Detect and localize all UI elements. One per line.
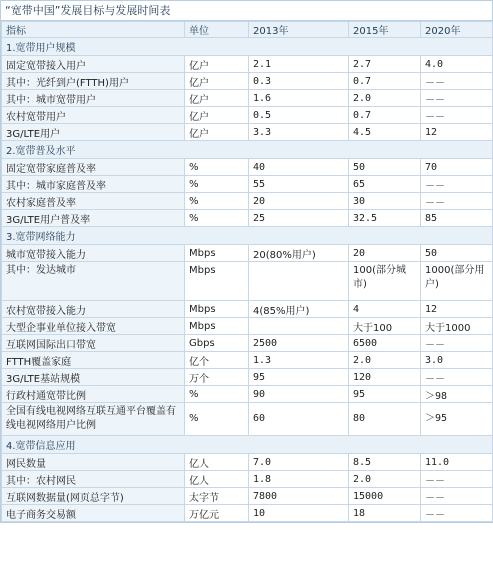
- cell-2013: 0.5: [249, 107, 349, 124]
- cell-2020: 大于1000: [421, 318, 493, 335]
- cell-indicator: 固定宽带家庭普及率: [2, 159, 185, 176]
- cell-2020: －－: [421, 193, 493, 210]
- cell-indicator: 其中：农村网民: [2, 471, 185, 488]
- cell-2015: 2.0: [349, 352, 421, 369]
- cell-2013: 2.1: [249, 56, 349, 73]
- cell-2015: 2.7: [349, 56, 421, 73]
- cell-2020: 50: [421, 245, 493, 262]
- header-2015: 2015年: [349, 22, 421, 38]
- cell-2013: [249, 318, 349, 335]
- cell-indicator: 其中：光纤到户(FTTH)用户: [2, 73, 185, 90]
- cell-unit: 亿个: [185, 352, 249, 369]
- cell-2013: 40: [249, 159, 349, 176]
- cell-2020: －－: [421, 176, 493, 193]
- table-row: [2, 318, 493, 335]
- cell-2020: 1000(部分用户): [421, 262, 493, 301]
- cell-indicator: 3G/LTE用户普及率: [2, 210, 185, 227]
- cell-2013: 1.3: [249, 352, 349, 369]
- cell-2020: 11.0: [421, 454, 493, 471]
- cell-2020: －－: [421, 369, 493, 386]
- cell-2013: 3.3: [249, 124, 349, 141]
- cell-unit: %: [185, 403, 249, 436]
- section-title: 1.宽带用户规模: [2, 38, 493, 56]
- header-indicator: 指标: [2, 22, 185, 38]
- table-body: [2, 22, 493, 522]
- table-row: [2, 488, 493, 505]
- cell-2020: －－: [421, 90, 493, 107]
- cell-indicator: 互联网数据量(网页总字节): [2, 488, 185, 505]
- cell-unit: 万亿元: [185, 505, 249, 522]
- cell-2013: 7800: [249, 488, 349, 505]
- table-row: [2, 124, 493, 141]
- cell-unit: %: [185, 193, 249, 210]
- cell-2015: 65: [349, 176, 421, 193]
- section-header-row: [2, 436, 493, 454]
- header-unit: 单位: [185, 22, 249, 38]
- cell-2020: －－: [421, 471, 493, 488]
- cell-2015: 80: [349, 403, 421, 436]
- cell-2015: 大于100: [349, 318, 421, 335]
- table-row: [2, 56, 493, 73]
- cell-unit: Mbps: [185, 301, 249, 318]
- cell-2015: 6500: [349, 335, 421, 352]
- table-row: [2, 90, 493, 107]
- table-title: “宽带中国”发展目标与发展时间表: [1, 1, 492, 21]
- cell-unit: %: [185, 176, 249, 193]
- cell-2015: 4: [349, 301, 421, 318]
- table-row: [2, 107, 493, 124]
- cell-unit: %: [185, 386, 249, 403]
- table-row: [2, 193, 493, 210]
- section-title: 2.宽带普及水平: [2, 141, 493, 159]
- cell-2020: ＞95: [421, 403, 493, 436]
- cell-2015: 18: [349, 505, 421, 522]
- cell-2015: 20: [349, 245, 421, 262]
- cell-2020: 12: [421, 124, 493, 141]
- cell-indicator: FTTH覆盖家庭: [2, 352, 185, 369]
- cell-2015: 95: [349, 386, 421, 403]
- cell-2020: 4.0: [421, 56, 493, 73]
- cell-unit: 太字节: [185, 488, 249, 505]
- cell-2013: 20: [249, 193, 349, 210]
- cell-unit: 亿人: [185, 471, 249, 488]
- cell-indicator: 大型企事业单位接入带宽: [2, 318, 185, 335]
- cell-2013: 1.6: [249, 90, 349, 107]
- cell-indicator: 行政村通宽带比例: [2, 386, 185, 403]
- cell-2013: 60: [249, 403, 349, 436]
- table-row: [2, 159, 493, 176]
- table-row: [2, 210, 493, 227]
- cell-2015: 100(部分城市): [349, 262, 421, 301]
- cell-unit: 亿户: [185, 90, 249, 107]
- cell-2015: 4.5: [349, 124, 421, 141]
- cell-2015: 0.7: [349, 73, 421, 90]
- cell-2020: 70: [421, 159, 493, 176]
- section-title: 3.宽带网络能力: [2, 227, 493, 245]
- cell-indicator: 城市宽带接入能力: [2, 245, 185, 262]
- cell-indicator: 互联网国际出口带宽: [2, 335, 185, 352]
- cell-unit: %: [185, 159, 249, 176]
- table-row: [2, 245, 493, 262]
- cell-2013: 0.3: [249, 73, 349, 90]
- cell-2020: －－: [421, 505, 493, 522]
- cell-2015: 50: [349, 159, 421, 176]
- broadband-targets-table: [1, 21, 493, 522]
- cell-2020: －－: [421, 488, 493, 505]
- cell-2020: －－: [421, 335, 493, 352]
- cell-indicator: 其中：城市家庭普及率: [2, 176, 185, 193]
- cell-2020: 3.0: [421, 352, 493, 369]
- cell-indicator: 电子商务交易额: [2, 505, 185, 522]
- cell-2015: 8.5: [349, 454, 421, 471]
- table-row: [2, 369, 493, 386]
- cell-indicator: 农村宽带接入能力: [2, 301, 185, 318]
- table-row: [2, 471, 493, 488]
- cell-indicator: 3G/LTE基站规模: [2, 369, 185, 386]
- cell-unit: Gbps: [185, 335, 249, 352]
- cell-2015: 120: [349, 369, 421, 386]
- cell-2013: 10: [249, 505, 349, 522]
- cell-2015: 15000: [349, 488, 421, 505]
- cell-indicator: 3G/LTE用户: [2, 124, 185, 141]
- cell-2015: 2.0: [349, 90, 421, 107]
- cell-unit: Mbps: [185, 318, 249, 335]
- cell-2013: 2500: [249, 335, 349, 352]
- table-row: [2, 262, 493, 301]
- table-row: [2, 386, 493, 403]
- cell-indicator: 农村家庭普及率: [2, 193, 185, 210]
- cell-2015: 30: [349, 193, 421, 210]
- cell-unit: 亿户: [185, 107, 249, 124]
- cell-2013: 25: [249, 210, 349, 227]
- section-header-row: [2, 227, 493, 245]
- table-row: [2, 454, 493, 471]
- table-row: [2, 505, 493, 522]
- cell-unit: 亿户: [185, 56, 249, 73]
- header-2020: 2020年: [421, 22, 493, 38]
- cell-2013: 55: [249, 176, 349, 193]
- cell-unit: %: [185, 210, 249, 227]
- section-title: 4.宽带信息应用: [2, 436, 493, 454]
- table-header-row: [2, 22, 493, 38]
- cell-unit: Mbps: [185, 245, 249, 262]
- cell-2013: 4(85%用户): [249, 301, 349, 318]
- cell-2020: －－: [421, 73, 493, 90]
- cell-indicator: 其中：城市宽带用户: [2, 90, 185, 107]
- cell-unit: 亿户: [185, 124, 249, 141]
- table-row: [2, 352, 493, 369]
- section-header-row: [2, 38, 493, 56]
- table-row: [2, 301, 493, 318]
- cell-2015: 32.5: [349, 210, 421, 227]
- cell-2020: 85: [421, 210, 493, 227]
- cell-2015: 0.7: [349, 107, 421, 124]
- table-row: [2, 335, 493, 352]
- cell-2013: 90: [249, 386, 349, 403]
- cell-2013: 7.0: [249, 454, 349, 471]
- table-row: [2, 403, 493, 436]
- cell-unit: Mbps: [185, 262, 249, 301]
- cell-2013: [249, 262, 349, 301]
- header-2013: 2013年: [249, 22, 349, 38]
- cell-2020: ＞98: [421, 386, 493, 403]
- cell-unit: 亿户: [185, 73, 249, 90]
- table-row: [2, 176, 493, 193]
- cell-indicator: 网民数量: [2, 454, 185, 471]
- cell-unit: 亿人: [185, 454, 249, 471]
- cell-2020: －－: [421, 107, 493, 124]
- table-row: [2, 73, 493, 90]
- cell-2015: 2.0: [349, 471, 421, 488]
- cell-2013: 20(80%用户): [249, 245, 349, 262]
- cell-2020: 12: [421, 301, 493, 318]
- cell-indicator: 农村宽带用户: [2, 107, 185, 124]
- cell-2013: 95: [249, 369, 349, 386]
- cell-2013: 1.8: [249, 471, 349, 488]
- cell-indicator: 其中：发达城市: [2, 262, 185, 301]
- cell-indicator: 固定宽带接入用户: [2, 56, 185, 73]
- cell-unit: 万个: [185, 369, 249, 386]
- cell-indicator: 全国有线电视网络互联互通平台覆盖有线电视网络用户比例: [2, 403, 185, 436]
- section-header-row: [2, 141, 493, 159]
